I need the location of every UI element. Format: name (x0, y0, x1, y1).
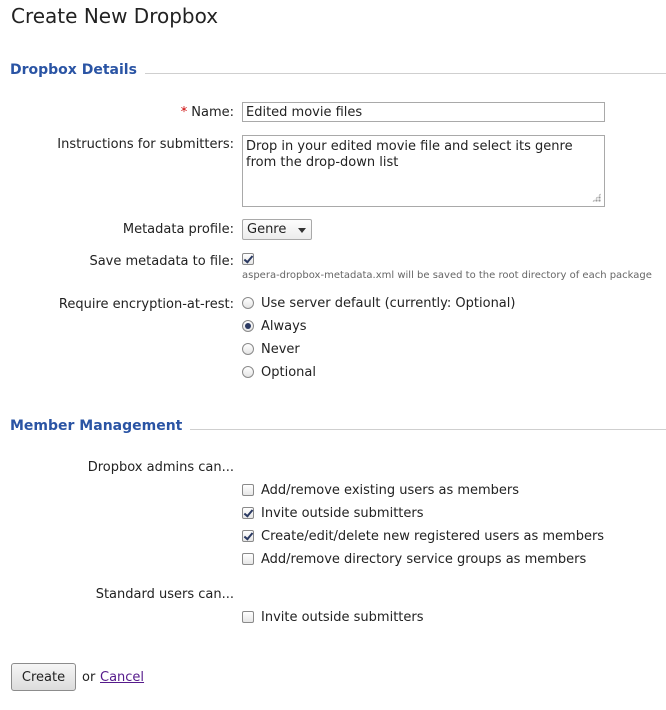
admin-option-label: Add/remove directory service groups as members (261, 552, 587, 567)
or-text: or (82, 670, 96, 685)
encryption-option-label: Optional (261, 365, 316, 380)
encryption-radio-never[interactable] (242, 343, 254, 355)
encryption-option-label: Use server default (currently: Optional) (261, 296, 516, 311)
standard-users-label: Standard users can... (95, 587, 234, 602)
encryption-radio-always[interactable] (242, 320, 254, 332)
admin-option-label: Create/edit/delete new registered users as members (261, 529, 605, 544)
name-input[interactable] (242, 102, 605, 122)
encryption-option-label: Always (261, 319, 307, 334)
encryption-label: Require encryption-at-rest: (58, 297, 234, 312)
name-label (181, 105, 234, 120)
metadata-profile-select[interactable] (242, 219, 312, 240)
instructions-textarea[interactable] (242, 135, 605, 207)
required-marker: * (180, 105, 188, 120)
dropbox-details-header (0, 62, 666, 82)
standard-option-label: Invite outside submitters (261, 610, 424, 625)
encryption-option-label: Never (261, 342, 300, 357)
page-title: Create New Dropbox (11, 4, 219, 28)
section-title: Dropbox Details (10, 62, 145, 78)
admin-directory-groups-checkbox[interactable] (242, 553, 254, 565)
save-metadata-hint: aspera-dropbox-metadata.xml will be saved to the root directory of each package (242, 270, 652, 281)
instructions-label: Instructions for submitters: (57, 137, 234, 152)
encryption-radio-optional[interactable] (242, 366, 254, 378)
admin-add-remove-users-checkbox[interactable] (242, 484, 254, 496)
admins-label: Dropbox admins can... (87, 460, 234, 475)
section-title: Member Management (10, 418, 190, 434)
metadata-profile-label: Metadata profile: (122, 222, 234, 237)
admin-option-label: Invite outside submitters (261, 506, 424, 521)
save-metadata-checkbox[interactable] (242, 253, 254, 265)
name-label-text: Name: (191, 105, 234, 120)
member-management-header (0, 418, 666, 438)
admin-option-label: Add/remove existing users as members (261, 483, 520, 498)
encryption-radio-server-default[interactable] (242, 297, 254, 309)
admin-create-users-checkbox[interactable] (242, 530, 254, 542)
standard-invite-submitters-checkbox[interactable] (242, 611, 254, 623)
admin-invite-submitters-checkbox[interactable] (242, 507, 254, 519)
chevron-down-icon (298, 228, 306, 233)
metadata-profile-value: Genre (247, 222, 287, 237)
create-button[interactable]: Create (11, 663, 76, 691)
cancel-link[interactable]: Cancel (100, 670, 145, 685)
save-metadata-label: Save metadata to file: (89, 254, 234, 269)
